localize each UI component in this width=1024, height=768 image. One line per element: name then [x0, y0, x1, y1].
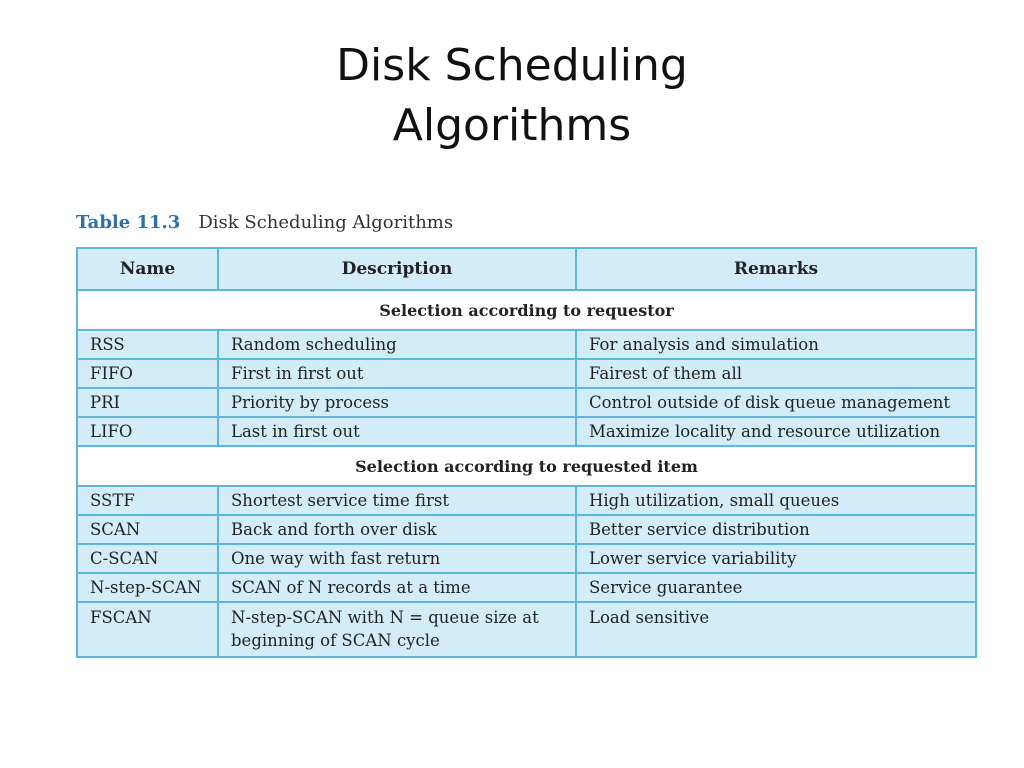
- cell-name: PRI: [77, 388, 218, 417]
- table-row: [77, 417, 976, 446]
- cell-description: One way with fast return: [218, 544, 576, 573]
- table-row: [77, 515, 976, 544]
- algorithms-table: [76, 247, 977, 658]
- cell-description: Back and forth over disk: [218, 515, 576, 544]
- cell-name: SSTF: [77, 486, 218, 515]
- slide-title: [0, 36, 1024, 156]
- cell-name: N-step-SCAN: [77, 573, 218, 602]
- table-row: [77, 544, 976, 573]
- table-number: Table 11.3: [76, 212, 181, 233]
- table-caption: [76, 212, 453, 233]
- cell-description: Shortest service time first: [218, 486, 576, 515]
- cell-name: FIFO: [77, 359, 218, 388]
- column-header-remarks: Remarks: [576, 248, 976, 290]
- column-header-name: Name: [77, 248, 218, 290]
- cell-description: SCAN of N records at a time: [218, 573, 576, 602]
- column-header-description: Description: [218, 248, 576, 290]
- cell-description: Priority by process: [218, 388, 576, 417]
- cell-remarks: Service guarantee: [576, 573, 976, 602]
- cell-name: C-SCAN: [77, 544, 218, 573]
- cell-remarks: For analysis and simulation: [576, 330, 976, 359]
- slide-title-line-2: Algorithms: [392, 100, 632, 151]
- table-row: [77, 359, 976, 388]
- table-container: [76, 247, 975, 658]
- table-row: [77, 573, 976, 602]
- cell-remarks: Better service distribution: [576, 515, 976, 544]
- table-caption-title: Disk Scheduling Algorithms: [198, 212, 454, 233]
- table-header-row: [77, 248, 976, 290]
- cell-remarks: Control outside of disk queue management: [576, 388, 976, 417]
- cell-remarks: Fairest of them all: [576, 359, 976, 388]
- cell-name: RSS: [77, 330, 218, 359]
- cell-remarks: Lower service variability: [576, 544, 976, 573]
- table-row: [77, 330, 976, 359]
- cell-remarks: High utilization, small queues: [576, 486, 976, 515]
- table-row: [77, 388, 976, 417]
- cell-name: FSCAN: [77, 602, 218, 657]
- cell-remarks: Maximize locality and resource utilization: [576, 417, 976, 446]
- cell-description: N-step-SCAN with N = queue size at beginning of SCAN cycle: [218, 602, 576, 657]
- table-row: [77, 486, 976, 515]
- cell-remarks: Load sensitive: [576, 602, 976, 657]
- group-label: Selection according to requested item: [77, 446, 976, 486]
- group-label: Selection according to requestor: [77, 290, 976, 330]
- slide-title-line-1: Disk Scheduling: [336, 40, 688, 91]
- group-row-requested-item: [77, 446, 976, 486]
- cell-name: LIFO: [77, 417, 218, 446]
- cell-name: SCAN: [77, 515, 218, 544]
- group-row-requestor: [77, 290, 976, 330]
- cell-description: Random scheduling: [218, 330, 576, 359]
- cell-description: First in first out: [218, 359, 576, 388]
- cell-description: Last in first out: [218, 417, 576, 446]
- table-row: [77, 602, 976, 657]
